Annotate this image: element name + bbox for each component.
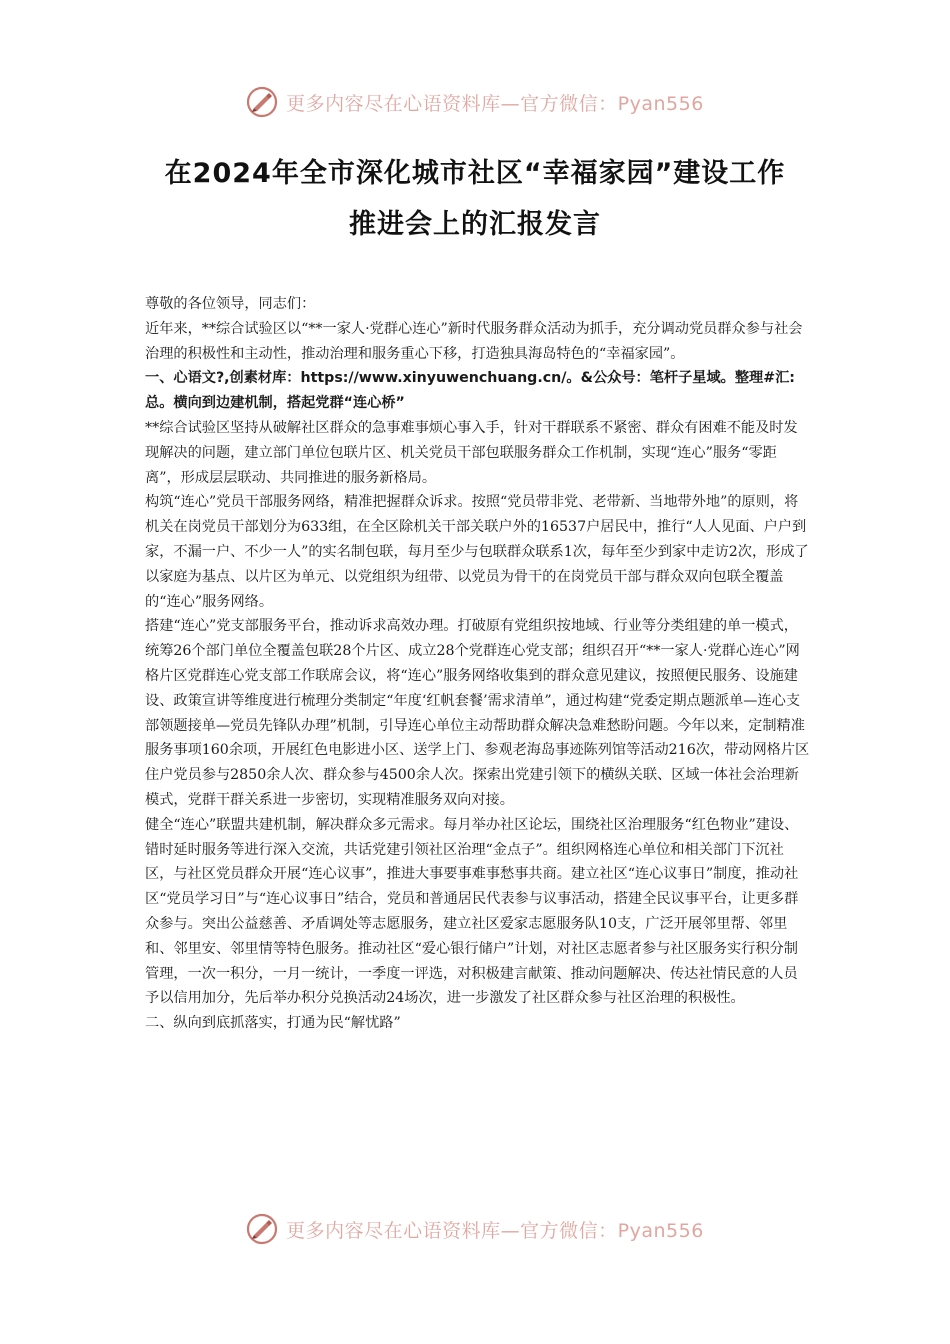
section-heading-1: 一、心语文?,创素材库：https://www.xinyuwenchuang.cn/。&公众号：笔杆子星域。整理#汇:总。横向到边建机制，搭起党群“连心桥” [145,370,795,412]
body-paragraph: **综合试验区坚持从破解社区群众的急事难事烦心事入手，针对干群联系不紧密、群众有困难不能及时发现解决的问题，建立部门单位包联片区、机关党员干部包联服务群众工作机制，实现“连心”服务“零距离”，形成层层联动、共同推进的服务新格局。 [145,419,798,486]
section-heading-2: 二、纵向到底抓落实，打通为民“解忧路” [145,1015,401,1032]
banner-text: 更多内容尽在心语资料库—官方微信：Pyan556 [286,92,704,115]
intro-paragraph: 近年来，**综合试验区以“**一家人·党群心连心”新时代服务群众活动为抓手，充分调动党员群众参与社会治理的积极性和主动性，推动治理和服务重心下移，打造独具海岛特色的“幸福家园”。 [145,320,803,362]
pen-hand-logo-icon [246,86,278,118]
document-title-line-1: 在2024年全市深化城市社区“幸福家园”建设工作 [164,158,786,189]
footer-banner [0,1209,950,1249]
salutation: 尊敬的各位领导，同志们： [145,296,316,312]
body-paragraph: 健全“连心”联盟共建机制，解决群众多元需求。每月举办社区论坛，围绕社区治理服务“红色物业”建设、错时延时服务等进行深入交流，共话党建引领社区治理“金点子”。组织网格连心单位和相关部门下沉社区，与社区党员群众开展“连心议事”，推进大事要事难事愁事共商。建立社区“连心议事日”制度，推动社区“党员学习日”与“连心议事日”结合，党员和普通居民代表参与议事活动，搭建全民议事平台，让更多群众参与。突出公益慈善、矛盾调处等志愿服务，建立社区爱家志愿服务队10支，广泛开展邻里帮、邻里和、邻里安、邻里情等特色服务。推动社区“爱心银行储户”计划，对社区志愿者参与社区服务实行积分制管理，一次一积分，一月一统计，一季度一评选，对积极建言献策、推动问题解决、传达社情民意的人员予以信用加分，先后举办积分兑换活动24场次，进一步激发了社区群众参与社区治理的积极性。 [145,816,799,1007]
body-paragraph: 构筑“连心”党员干部服务网络，精准把握群众诉求。按照“党员带非党、老带新、当地带外地”的原则，将机关在岗党员干部划分为633组，在全区除机关干部关联户外的16537户居民中，推行“人人见面、户户到家，不漏一户、不少一人”的实名制包联，每月至少与包联群众联系1次，每年至少到家中走访2次，形成了以家庭为基点、以片区为单元、以党组织为纽带、以党员为骨干的在岗党员干部与群众双向包联全覆盖的“连心”服务网络。 [145,494,809,610]
header-banner [0,82,950,122]
document-title-line-2: 推进会上的汇报发言 [349,209,601,240]
body-paragraph: 搭建“连心”党支部服务平台，推动诉求高效办理。打破原有党组织按地域、行业等分类组建的单一模式，统筹26个部门单位全覆盖包联28个片区、成立28个党群连心党支部；组织召开“**一家人·党群心连心”网格片区党群连心党支部工作联席会议，将“连心”服务网络收集到的群众意见建议，按照便民服务、设施建设、政策宣讲等维度进行梳理分类制定“年度‘红帆套餐’需求清单”，通过构建“党委定期点题派单—连心支部领题接单—党员先锋队办理”机制，引导连心单位主动帮助群众解决急难愁盼问题。今年以来，定制精准服务事项160余项，开展红色电影进小区、送学上门、参观老海岛事迹陈列馆等活动216次，带动网格片区住户党员参与2850余人次、群众参与4500余人次。探索出党建引领下的横纵关联、区域一体社会治理新模式，党群干群关系进一步密切，实现精准服务双向对接。 [145,618,810,808]
banner-text: 更多内容尽在心语资料库—官方微信：Pyan556 [286,1219,704,1242]
pen-hand-logo-icon [246,1213,278,1245]
document-body [145,292,810,1036]
